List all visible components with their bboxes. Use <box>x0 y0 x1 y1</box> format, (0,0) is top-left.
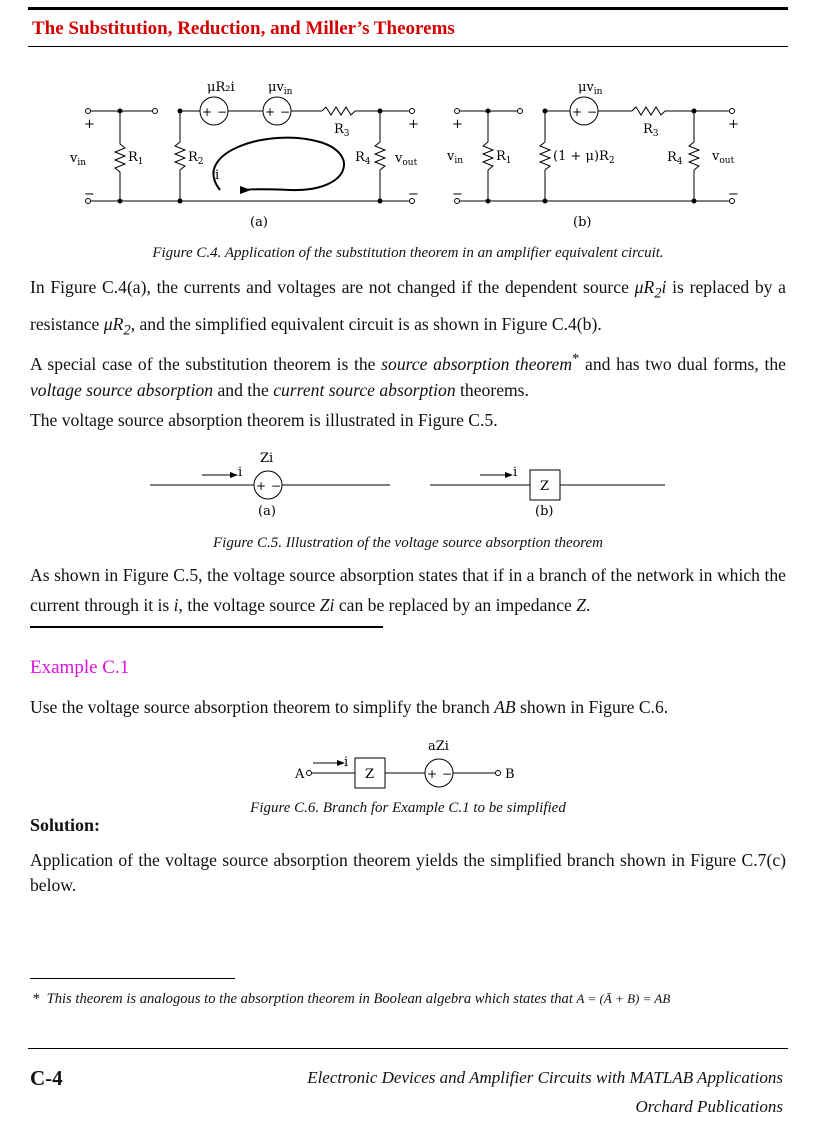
c4a-minus-left: − <box>84 187 95 202</box>
c4b-src-minus: − <box>587 105 598 119</box>
c4b-r3-label: $R_3$ <box>643 122 659 139</box>
c5b-current-label: i <box>513 465 518 480</box>
c5b-label: (b) <box>535 504 554 519</box>
c6-a-label: A <box>295 767 305 782</box>
c5a-label: (a) <box>258 504 276 519</box>
c4b-r2-label: $(1 + \mu)R_2$ <box>553 149 615 166</box>
c4b-plus-right: + <box>728 117 739 132</box>
paragraph-solution: Application of the voltage source absorption theorem yields the simplified branch shown in Figure C.7(c) below. <box>30 850 786 895</box>
c6-src-label: aZi <box>428 739 449 754</box>
figure-c5 <box>150 445 670 525</box>
c6-src-plus: + <box>427 767 438 781</box>
c4a-src1-plus: + <box>202 105 213 119</box>
figure-c5-caption: Figure C.5. Illustration of the voltage source absorption theorem <box>213 535 603 551</box>
page-number: C-4 <box>30 1066 63 1090</box>
title-rule <box>28 46 788 47</box>
c4a-src2-minus: − <box>280 105 291 119</box>
paragraph-illustrated: The voltage source absorption theorem is illustrated in Figure C.5. <box>30 410 498 430</box>
c4a-minus-right: − <box>408 187 419 202</box>
c4b-minus-right: − <box>728 187 739 202</box>
footnote: * This theorem is analogous to the absorption theorem in Boolean algebra which states that A = (Ā + B) = AB <box>32 991 671 1007</box>
c6-z-label: Z <box>365 767 375 782</box>
top-rule <box>28 7 788 10</box>
solution-heading: Solution: <box>30 815 101 835</box>
paragraph-substitution: In Figure C.4(a), the currents and voltages are not changed if the dependent source $\mu R_2i$ is replaced by a resistance $\mu R_2$, and the simplified equivalent circuit is as shown in Figure C.4(b). <box>30 277 786 339</box>
c4a-label: (a) <box>250 215 268 230</box>
c4a-plus-right: + <box>408 117 419 132</box>
example-heading: Example C.1 <box>30 657 130 678</box>
figure-c6-caption: Figure C.6. Branch for Example C.1 to be simplified <box>250 800 566 816</box>
c6-b-label: B <box>505 767 515 782</box>
c4b-r1-label: $R_1$ <box>496 149 512 166</box>
c4a-loop-label: i <box>215 168 220 183</box>
paragraph-use-theorem: Use the voltage source absorption theorem to simplify the branch AB shown in Figure C.6. <box>30 697 669 717</box>
c4a-src2-plus: + <box>265 105 276 119</box>
c4b-plus-left: + <box>452 117 463 132</box>
paragraph-special-case: A special case of the substitution theorem is the source absorption theorem* and has two dual forms, the voltage source absorption and the current source absorption theorems. <box>30 351 786 400</box>
c4a-r2-label: $R_2$ <box>188 150 204 167</box>
figure-c4 <box>70 62 760 234</box>
c5a-src-label: Zi <box>260 451 274 466</box>
c4b-label: (b) <box>573 215 592 230</box>
publisher: Orchard Publications <box>635 1097 783 1116</box>
figure-c6 <box>285 735 535 795</box>
chapter-title: The Substitution, Reduction, and Miller’s Theorems <box>32 18 455 39</box>
c5a-src-minus: − <box>271 479 282 493</box>
book-title: Electronic Devices and Amplifier Circuits with MATLAB Applications <box>307 1068 783 1087</box>
c6-src-minus: − <box>442 767 453 781</box>
c4b-minus-left: − <box>452 187 463 202</box>
c4a-r1-label: $R_1$ <box>128 150 144 167</box>
c5a-src-plus: + <box>256 479 267 493</box>
c4b-vin-label: $v_{in}$ <box>447 149 464 166</box>
c4b-r4-label: $R_4$ <box>667 150 683 167</box>
c4b-src-plus: + <box>572 105 583 119</box>
c6-current-label: i <box>344 755 349 770</box>
c4a-r4-label: $R_4$ <box>355 150 371 167</box>
section-separator <box>30 626 383 628</box>
c4b-vout-label: $v_{out}$ <box>712 149 735 166</box>
paragraph-as-shown: As shown in Figure C.5, the voltage source absorption states that if in a branch of the network in which the current through it is i, the voltage source Zi can be replaced by an impedance Z. <box>30 565 786 615</box>
c4a-r3-label: $R_3$ <box>334 122 350 139</box>
c4b-src-label: $\mu v_{in}$ <box>578 80 603 97</box>
c5a-current-label: i <box>238 465 243 480</box>
c4a-src1-label: μR₂i <box>207 80 235 95</box>
c4a-vin-label: $v_{in}$ <box>70 151 87 168</box>
footnote-rule <box>30 978 235 979</box>
c5b-z-label: Z <box>540 479 550 494</box>
c4a-src1-minus: − <box>217 105 228 119</box>
c4a-src2-label: $\mu v_{in}$ <box>268 80 293 97</box>
c4a-vout-label: $v_{out}$ <box>395 151 418 168</box>
figure-c4-caption: Figure C.4. Application of the substitution theorem in an amplifier equivalent circuit. <box>152 245 664 261</box>
c4a-plus-left: + <box>84 117 95 132</box>
footer-rule <box>28 1048 788 1049</box>
